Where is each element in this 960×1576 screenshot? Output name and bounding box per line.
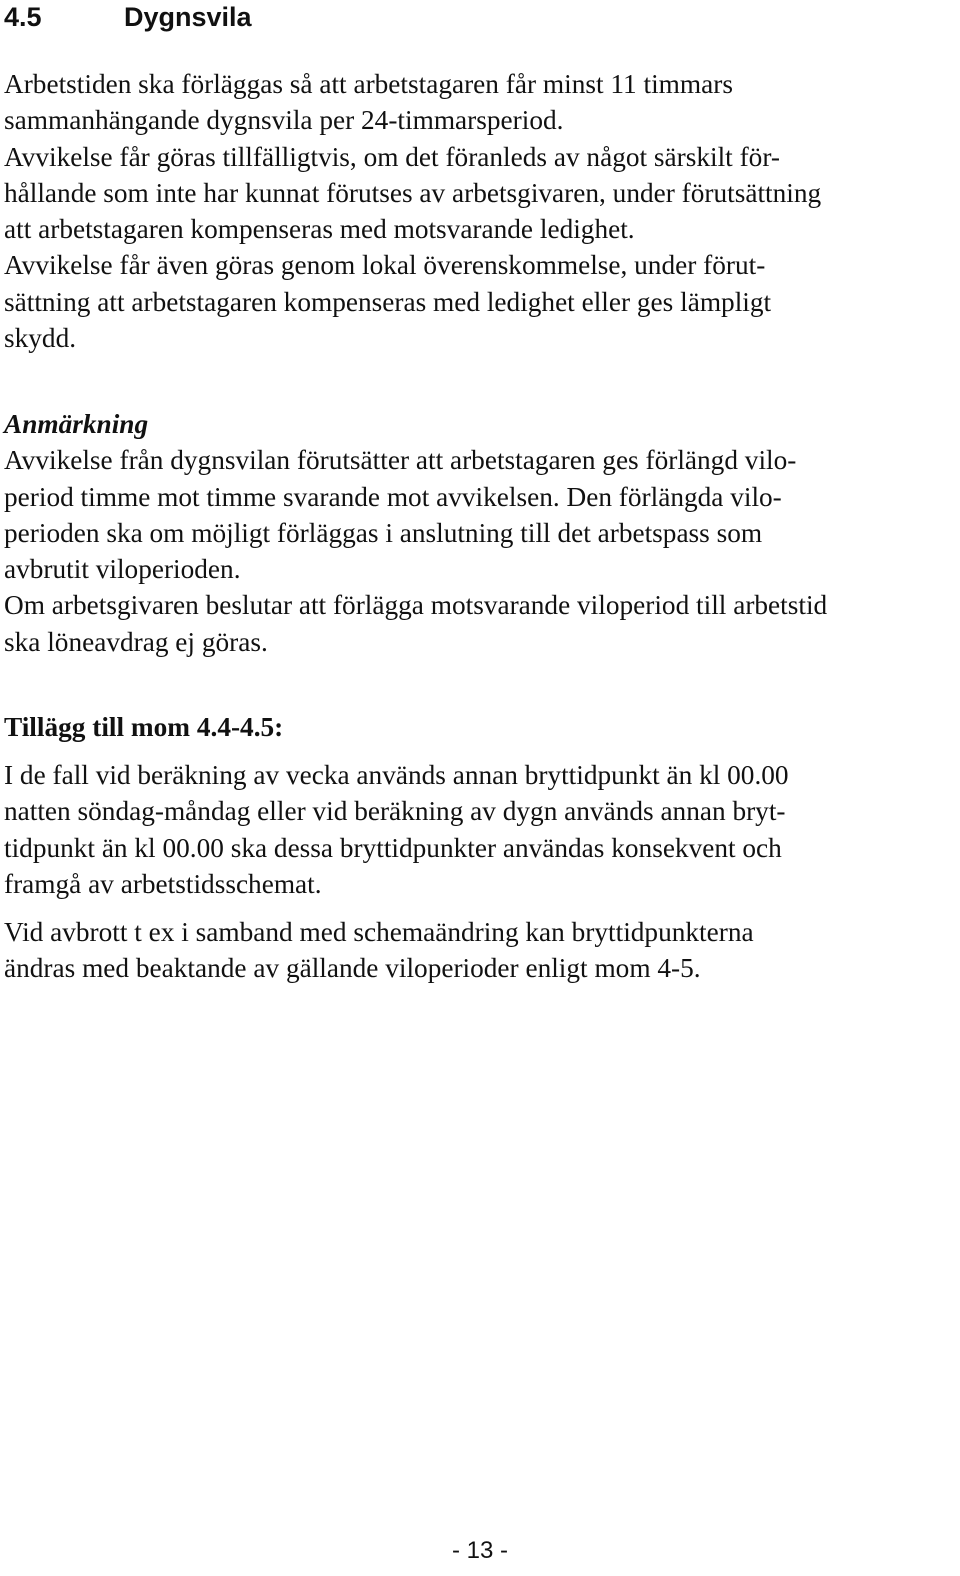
text-line: hållande som inte har kunnat förutses av arbetsgivaren, under förutsättning xyxy=(4,177,822,208)
note-title: Anmärkning xyxy=(4,409,149,439)
section-title: Dygnsvila xyxy=(124,2,252,32)
text-line: Avvikelse får göras tillfälligtvis, om det föranleds av något särskilt för- xyxy=(4,141,780,172)
text-line: period timme mot timme svarande mot avvikelsen. Den förlängda vilo- xyxy=(4,481,782,512)
addendum-block xyxy=(4,709,956,745)
text-line: natten söndag-måndag eller vid beräkning av dygn används annan bryt- xyxy=(4,796,786,827)
text-line: att arbetstagaren kompenseras med motsvarande ledighet. xyxy=(4,214,635,245)
text-line: Arbetstiden ska förläggas så att arbetstagaren får minst 11 timmars xyxy=(4,69,733,99)
page-number: - 13 - xyxy=(451,1537,508,1564)
text-line: Avvikelse från dygnsvilan förutsätter att arbetstagaren ges förlängd vilo- xyxy=(4,445,797,476)
text-line: tidpunkt än kl 00.00 ska dessa bryttidpunkter användas konsekvent och xyxy=(4,832,782,863)
text-line: framgå av arbetstidsschemat. xyxy=(4,868,322,899)
text-line: sammanhängande dygnsvila per 24-timmarsperiod. xyxy=(4,105,564,136)
section-number: 4.5 xyxy=(4,2,42,32)
section-heading xyxy=(4,0,252,34)
text-line: I de fall vid beräkning av vecka används annan bryttidpunkt än kl 00.00 xyxy=(4,760,789,790)
text-line: Om arbetsgivaren beslutar att förlägga motsvarande viloperiod till arbetstid xyxy=(4,590,828,621)
text-line: Avvikelse får även göras genom lokal överenskommelse, under förut- xyxy=(4,250,766,281)
text-line: Vid avbrott t ex i samband med schemaändring kan bryttidpunkterna xyxy=(4,917,754,947)
rest-rule-paragraph xyxy=(4,66,956,356)
text-line: avbrutit viloperioden. xyxy=(4,554,241,585)
text-line: skydd. xyxy=(4,323,77,354)
text-line: ändras med beaktande av gällande viloperioder enligt mom 4-5. xyxy=(4,953,701,984)
text-line: ska löneavdrag ej göras. xyxy=(4,626,268,657)
text-line: sättning att arbetstagaren kompenseras med ledighet eller ges lämpligt xyxy=(4,286,772,317)
addendum-paragraph-2 xyxy=(4,914,956,987)
note-block xyxy=(4,406,956,660)
addendum-title: Tillägg till mom 4.4-4.5: xyxy=(4,712,284,742)
addendum-paragraph-1 xyxy=(4,757,956,902)
text-line: perioden ska om möjligt förläggas i anslutning till det arbetspass som xyxy=(4,517,763,548)
